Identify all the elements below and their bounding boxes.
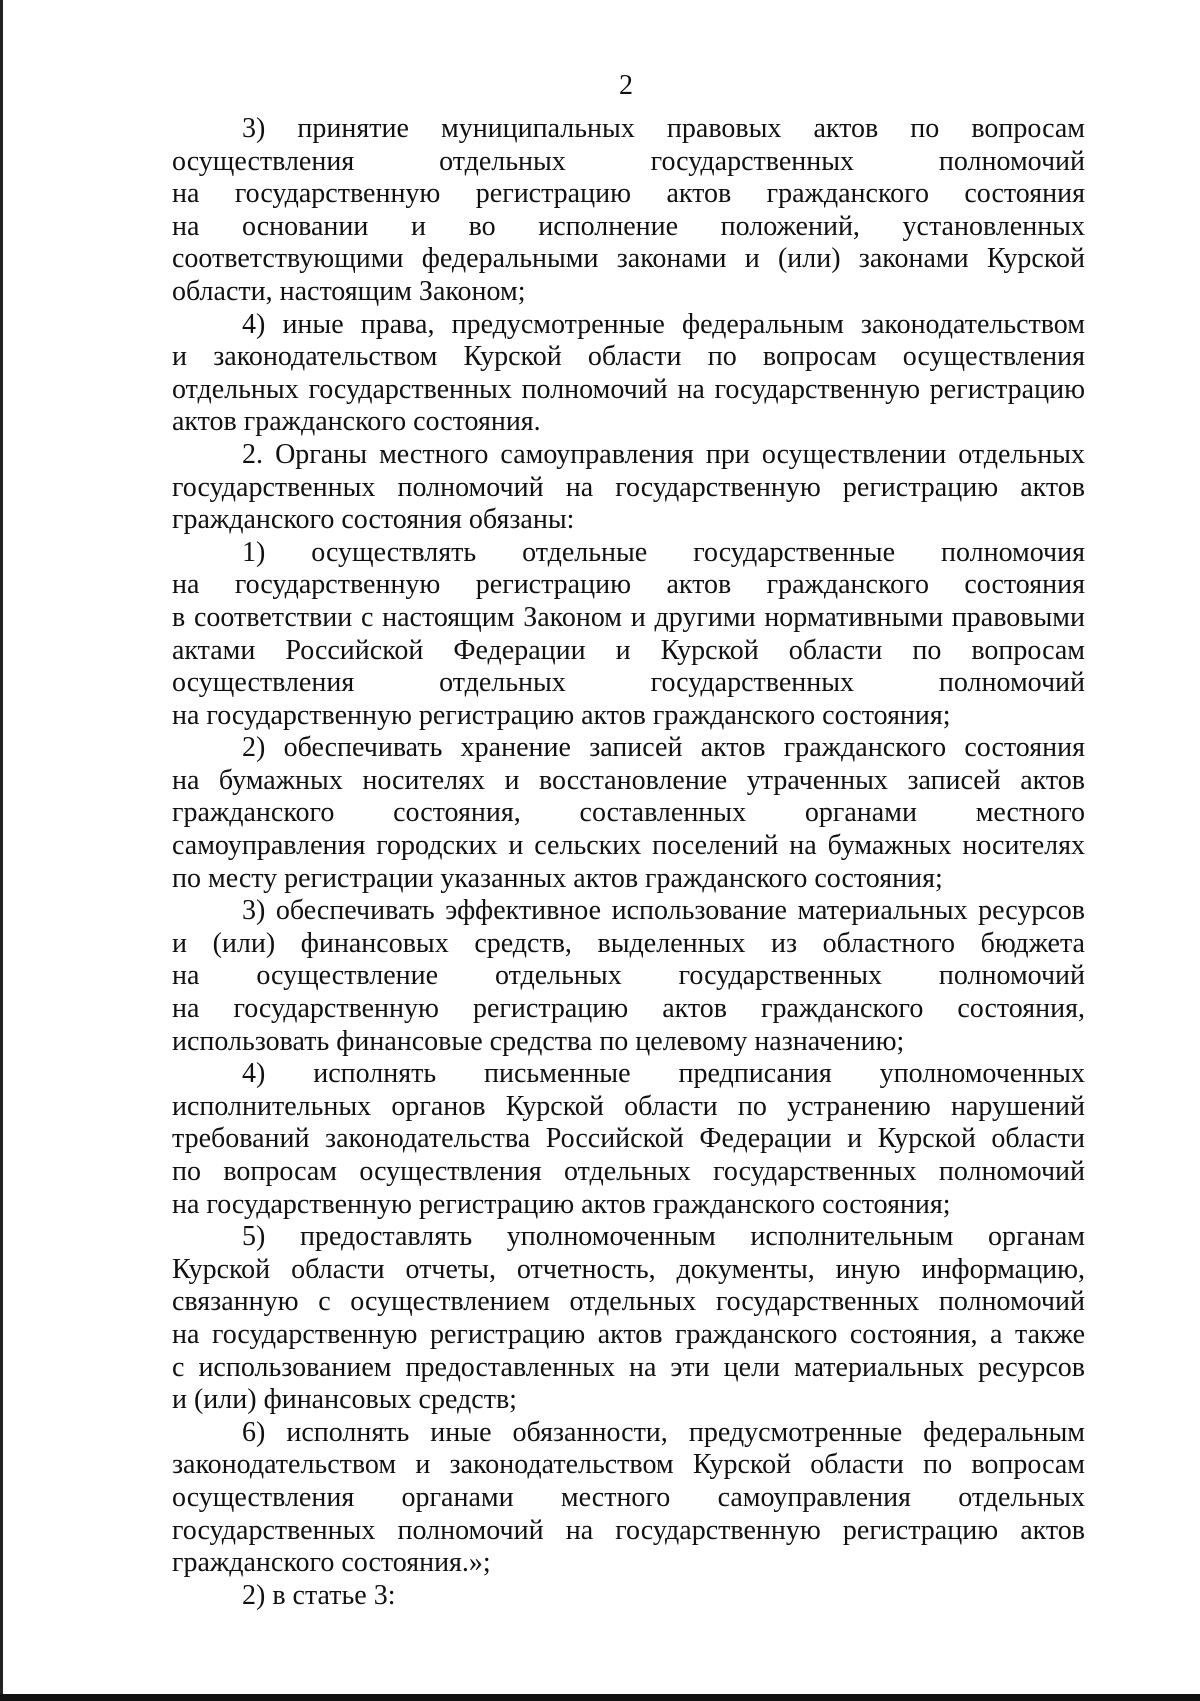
text-line: на основании и во исполнение положений, установленных	[172, 210, 1085, 242]
text-line: 3) принятие муниципальных правовых актов по вопросам	[242, 113, 1085, 144]
text-line: 3) обеспечивать эффективное использование материальных ресурсов	[242, 895, 1085, 927]
paragraph	[172, 1058, 1085, 1221]
text-line: государственных полномочий на государственную регистрацию актов	[172, 1514, 1085, 1546]
text-line: соответствующими федеральными законами и (или) законами Курской	[172, 243, 1085, 275]
text-line: 2) обеспечивать хранение записей актов гражданского состояния	[242, 732, 1085, 764]
text-line: государственных полномочий на государственную регистрацию актов	[172, 471, 1085, 503]
paragraph	[172, 1580, 1085, 1613]
text-line: актами Российской Федерации и Курской области по вопросам	[172, 634, 1085, 666]
text-line: гражданского состояния, составленных органами местного	[172, 797, 1085, 829]
paragraph	[172, 732, 1085, 895]
text-line: области, настоящим Законом;	[172, 275, 526, 307]
paragraph	[172, 537, 1085, 733]
paragraph	[172, 895, 1085, 1058]
text-line: Курской области отчеты, отчетность, документы, иную информацию,	[172, 1253, 1085, 1285]
text-line: осуществления отдельных государственных полномочий	[172, 145, 1085, 177]
text-line: требований законодательства Российской Федерации и Курской области	[172, 1123, 1085, 1155]
paragraph	[172, 1221, 1085, 1417]
text-line: осуществления отдельных государственных полномочий	[172, 667, 1085, 699]
text-line: с использованием предоставленных на эти цели материальных ресурсов	[172, 1351, 1085, 1383]
text-line: законодательством и законодательством Курской области по вопросам	[172, 1449, 1085, 1481]
paragraph	[172, 113, 1085, 309]
text-line: актов гражданского состояния.	[172, 406, 541, 438]
text-line: в соответствии с настоящим Законом и другими нормативными правовыми	[172, 601, 1085, 633]
text-line: самоуправления городских и сельских поселений на бумажных носителях	[172, 830, 1085, 862]
text-line: и (или) финансовых средств;	[172, 1384, 517, 1416]
paragraph	[172, 1417, 1085, 1580]
text-line: отдельных государственных полномочий на государственную регистрацию	[172, 373, 1085, 405]
text-line: на государственную регистрацию актов гражданского состояния, а также	[172, 1318, 1085, 1350]
text-line: исполнительных органов Курской области по устранению нарушений	[172, 1090, 1085, 1122]
paragraph	[172, 439, 1085, 537]
text-line: и (или) финансовых средств, выделенных из областного бюджета	[172, 927, 1085, 959]
text-line: гражданского состояния.»;	[172, 1547, 491, 1579]
scan-edge-bottom	[0, 1694, 1200, 1701]
text-line: на бумажных носителях и восстановление утраченных записей актов	[172, 764, 1085, 796]
text-line: 4) иные права, предусмотренные федеральным законодательством	[242, 308, 1085, 340]
text-line: связанную с осуществлением отдельных государственных полномочий	[172, 1286, 1085, 1318]
text-line: 6) исполнять иные обязанности, предусмотренные федеральным	[242, 1416, 1085, 1448]
page-number: 2	[619, 70, 633, 101]
text-line: на осуществление отдельных государственных полномочий	[172, 960, 1085, 992]
text-line: по месту регистрации указанных актов гражданского состояния;	[172, 862, 943, 894]
text-line: на государственную регистрацию актов гражданского состояния,	[172, 993, 1085, 1025]
text-line: 2) в статье 3:	[242, 1579, 396, 1611]
text-line: и законодательством Курской области по вопросам осуществления	[172, 341, 1085, 373]
text-line: использовать финансовые средства по целевому назначению;	[172, 1025, 905, 1057]
text-line: 1) осуществлять отдельные государственные полномочия	[242, 536, 1085, 568]
text-line: на государственную регистрацию актов гражданского состояния	[172, 178, 1085, 210]
paragraph	[172, 309, 1085, 439]
text-line: на государственную регистрацию актов гражданского состояния;	[172, 699, 951, 731]
text-line: 2. Органы местного самоуправления при осуществлении отдельных	[242, 438, 1085, 470]
text-line: осуществления органами местного самоуправления отдельных	[172, 1481, 1085, 1513]
text-line: 5) предоставлять уполномоченным исполнительным органам	[242, 1221, 1085, 1253]
document-body	[172, 113, 1085, 1612]
text-line: гражданского состояния обязаны:	[172, 504, 575, 536]
text-line: на государственную регистрацию актов гражданского состояния;	[172, 1188, 951, 1220]
text-line: на государственную регистрацию актов гражданского состояния	[172, 569, 1085, 601]
scan-edge-left	[0, 0, 3, 1701]
text-line: 4) исполнять письменные предписания уполномоченных	[242, 1058, 1085, 1090]
text-line: по вопросам осуществления отдельных государственных полномочий	[172, 1156, 1085, 1187]
